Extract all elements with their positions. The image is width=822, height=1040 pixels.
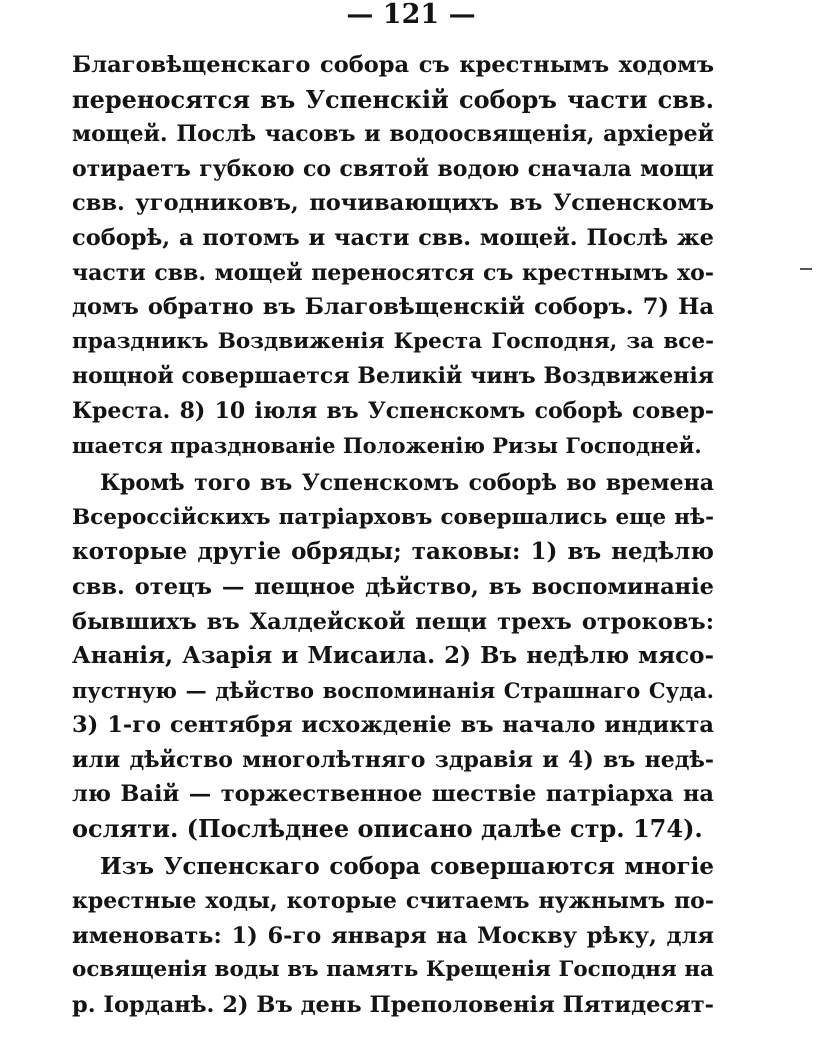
text-line: нощной совершается Великій чинъ Воздвиженія [72,363,714,390]
paragraph [72,466,714,847]
text-line: свв. отецъ — пещное дѣйство, въ воспоминаніе [72,573,714,600]
text-line: лю Ваій — торжественное шествіе патріарха на [72,781,714,808]
text-line: Кромѣ того въ Успенскомъ соборѣ во времена [100,470,714,497]
text-line: р. Іорданѣ. 2) Въ день Преполовенія Пятидесят- [72,992,714,1019]
text-line: Изъ Успенскаго собора совершаются многіе [100,852,714,880]
text-line: праздникъ Воздвиженія Креста Господня, за все- [72,328,714,354]
text-line: шается празднованіе Положенію Ризы Господней. [72,432,702,458]
text-line: освященія воды въ память Крещенія Господня на [72,957,714,983]
text-line: пустную — дѣйство воспоминанія Страшнаго Суда. [72,677,714,703]
margin-mark [800,268,812,270]
text-line: Благовѣщенскаго собора съ крестнымъ ходомъ [72,52,714,78]
text-line: Всероссійскихъ патріарховъ совершались еще нѣ- [72,504,714,530]
text-line: или дѣйство многолѣтняго здравія и 4) въ недѣ- [72,746,714,773]
text-line: осляти. (Послѣднее описано далѣе стр. 174). [72,814,703,844]
paragraph [72,850,714,1023]
text-line: 3) 1-го сентября исхожденіе въ начало индикта [72,712,714,739]
text-line: отираетъ губкою со святой водою сначала мощи [72,155,714,182]
text-line: свв. угодниковъ, почивающихъ въ Успенскомъ [72,190,714,217]
text-line: переносятся въ Успенскій соборъ части свв. [72,84,714,114]
text-line: Ананія, Азарія и Мисаила. 2) Въ недѣлю мясо- [72,642,714,670]
text-line: Креста. 8) 10 іюля въ Успенскомъ соборѣ совер- [72,397,714,424]
paragraph [72,48,714,463]
body-text [72,48,714,1023]
text-line: мощей. Послѣ часовъ и водоосвященія, архіерей [72,121,714,148]
text-line: соборѣ, а потомъ и части свв. мощей. Послѣ же [72,224,714,251]
text-line: части свв. мощей переносятся съ крестнымъ хо- [72,259,714,286]
page-number: — 121 — [346,0,476,30]
text-line: бывшихъ въ Халдейской пещи трехъ отроковъ: [72,608,714,635]
text-line: которые другіе обряды; таковы: 1) въ недѣлю [72,538,714,566]
text-line: именовать: 1) 6-го января на Москву рѣку, для [72,922,714,949]
text-line: домъ обратно въ Благовѣщенскій соборъ. 7) На [72,294,714,321]
text-line: крестные ходы, которые считаемъ нужнымъ по- [72,888,714,915]
